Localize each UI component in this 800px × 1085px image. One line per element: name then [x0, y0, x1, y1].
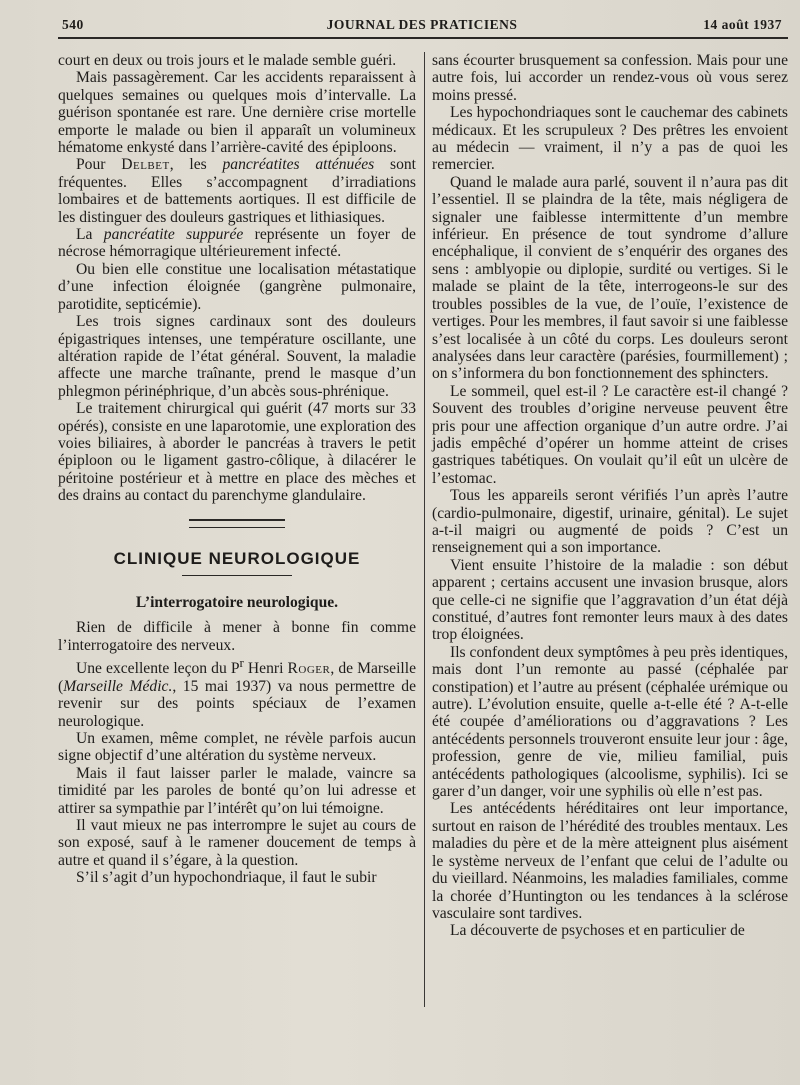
text-run: Pour [76, 156, 122, 174]
text-run: , 15 mai 1937) va nous permettre de revenir sur des points spéciaux de l’examen neurologique. [58, 677, 416, 730]
text-run: Un examen, même complet, ne révèle parfois aucun signe objectif d’une altération du système nerveux. [58, 730, 416, 765]
italic-term: pancréatites atténuées [222, 156, 375, 174]
article-neurology-start [58, 619, 416, 886]
text-run: , de Marseille ( [58, 660, 417, 695]
text-run: Le sommeil, quel est-il ? Le caractère est-il changé ? Souvent des troubles d’origine nerveuse peuvent être pris pour une affection organique d’un autre ordre. J’ai jadis empêché d’opérer un homme atteint de crises gastriques tabétiques. On voulait qu’il eût un ulcère de l’estomac. [432, 382, 788, 487]
paragraph [58, 69, 416, 156]
text-run: S’il s’agit d’un hypochondriaque, il faut le subir [76, 869, 377, 887]
paragraph [432, 52, 788, 104]
text-run: Mais il faut laisser parler le malade, vaincre sa timidité par les paroles de bonté qu’on lui adresse et attirer sa sympathie par l’intérêt qu’on lui témoigne. [58, 764, 416, 817]
text-run: La découverte de psychoses et en particulier de [450, 922, 745, 940]
paragraph [432, 644, 788, 801]
text-run: Mais passagèrement. Car les accidents reparaissent à quelques semaines ou quelques mois d’intervalle. La guérison spontanée est rare. Une dernière crise mortelle emporte le malade ou bien il apparaît un volumineux hématome enkysté dans l’arrière-cavité des épiploons. [58, 69, 416, 157]
paragraph [58, 313, 416, 400]
journal-title: JOURNAL DES PRATICIENS [326, 17, 518, 32]
paragraph [58, 817, 416, 869]
page-number: 540 [62, 17, 84, 32]
paragraph [58, 400, 416, 504]
paragraph [58, 765, 416, 817]
header-rule [58, 37, 788, 39]
paragraph [58, 869, 416, 886]
paragraph [58, 730, 416, 765]
section-title: CLINIQUE NEUROLOGIQUE [113, 548, 361, 568]
section-separator [189, 519, 285, 528]
paragraph [432, 800, 788, 922]
page-header [62, 14, 782, 36]
text-run: Vient ensuite l’histoire de la maladie : son début apparent ; certains accusent une invasion brusque, alors que celle-ci ne signifie que l’aggravation d’un état déjà constitué, d’autres font remonter leurs maux à des dates trop éloignées. [432, 556, 788, 644]
article-neurology-continued [432, 52, 788, 940]
paragraph [58, 52, 416, 69]
paragraph [58, 619, 416, 654]
paragraph [432, 104, 788, 174]
section-underline [182, 575, 292, 576]
paragraph [58, 261, 416, 313]
right-column [432, 52, 788, 940]
paragraph [432, 383, 788, 487]
text-run: Tous les appareils seront vérifiés l’un après l’autre (cardio-pulmonaire, digestif, urinaire, génital). Le sujet a-t-il maigri ou augmenté de poids ? C’est un renseignement qui a son importance. [432, 487, 788, 557]
paragraph [432, 922, 788, 939]
author-name: Roger [287, 660, 331, 678]
italic-term: Marseille Médic. [63, 677, 173, 695]
text-run: sans écourter brusquement sa confession. Mais pour une autre fois, lui accorder un rendez-vous où vous serez moins pressé. [432, 52, 788, 104]
left-column [58, 52, 416, 887]
paragraph [58, 156, 416, 226]
text-run: La [76, 226, 104, 244]
article-title: L’interrogatoire neurologique. [135, 593, 339, 611]
text-run: Ou bien elle constitue une localisation métastatique d’une infection éloignée (gangrène pulmonaire, parotidite, septicémie). [58, 260, 416, 313]
text-run: Les trois signes cardinaux sont des douleurs épigastriques intenses, une température oscillante, une altération rapide de l’état général. Souvent, la maladie affecte une marche traînante, prend le masque d’un phlegmon périnéphrique, d’un abcès sous-phrénique. [58, 313, 416, 400]
text-run: représente un foyer de nécrose hémorragique ultérieurement infecté. [58, 226, 416, 261]
paragraph [432, 557, 788, 644]
issue-date: 14 août 1937 [703, 17, 782, 32]
text-run: Les antécédents héréditaires ont leur importance, surtout en raison de l’hérédité des troubles mentaux. Les maladies du père et de la mère atteignent plus aisément le système nerveux de l’enfant que celui de l’adulte ou du vieillard. Néanmoins, les maladies familiales, comme la chorée d’Huntington ou les tendances à la sclérose vasculaire sont tardives. [432, 800, 788, 922]
author-name: Delbet [121, 156, 170, 174]
text-run: sont fréquentes. Elles s’accompagnent d’irradiations lombaires et de battements aortiques. Il est difficile de les distinguer des douleurs gastriques et lithiasiques. [58, 156, 416, 226]
italic-term: pancréatite suppurée [103, 226, 244, 244]
paragraph [58, 654, 416, 730]
text-run: Ils confondent deux symptômes à peu près identiques, mais dont l’un remonte au passé (céphalée par constipation) et l’autre au présent (céphalée urémique ou autre). L’évolution ensuite, quelle a-t-elle été ? A-t-elle été coupée d’améliorations ou d’aggravations ? Les antécédents personnels trouveront ensuite leur jour : âge, profession, genre de vie, milieu familial, puis antécédents pathologiques (alcoolisme, syphilis). Ici se garer d’un danger, voir une syphilis où elle n’est pas. [432, 643, 788, 801]
text-run: Quand le malade aura parlé, souvent il n’aura pas dit l’essentiel. Il se plaindra de la tête, mais négligera de signaler une faiblesse intermittente d’un membre inférieur. En présence de tout syndrome d’allure encéphalique, il convient de s’enquérir des organes des sens : amblyopie ou diplopie, surdité ou vertiges. Si le malade se plaint de la tête, interrogeons-le sur des troubles possibles de la vue, de l’ouïe, l’existence de vertiges. Pour les membres, il faut savoir si une faiblesse s’est localisée à un côté du corps. Les douleurs seront analysées dans leur caractère (parésies, fourmillement) ; on s’informera du bon fonctionnement des sphincters. [432, 173, 788, 383]
text-run: court en deux ou trois jours et le malade semble guéri. [58, 52, 397, 69]
article-pancreatitis [58, 52, 416, 505]
column-divider [424, 52, 425, 1007]
superscript: r [239, 655, 244, 671]
text-run: Les hypochondriaques sont le cauchemar des cabinets médicaux. Et les scrupuleux ? Des prêtres les envoient au médecin — vraiment, il n’y a pas de quoi les remercier. [432, 104, 788, 174]
paragraph [432, 174, 788, 383]
text-run: Henri [243, 660, 288, 678]
text-run: Rien de difficile à mener à bonne fin comme l’interrogatoire des nerveux. [58, 619, 416, 654]
text-run: Une excellente leçon du P [76, 660, 240, 678]
text-run: , les [169, 156, 223, 174]
text-run: Il vaut mieux ne pas interrompre le sujet au cours de son exposé, sauf à le ramener doucement de temps à autre et quand il s’égare, à la question. [58, 817, 416, 869]
paragraph [58, 226, 416, 261]
paragraph [432, 487, 788, 557]
text-run: Le traitement chirurgical qui guérit (47 morts sur 33 opérés), consiste en une laparotomie, une exploration des voies biliaires, à aborder le pancréas à travers le petit épiploon ou le ligament gastro-côlique, à dilacérer le péritoine postérieur et à mettre en place des mèches et des drains au contact du parenchyme glandulaire. [58, 400, 416, 505]
